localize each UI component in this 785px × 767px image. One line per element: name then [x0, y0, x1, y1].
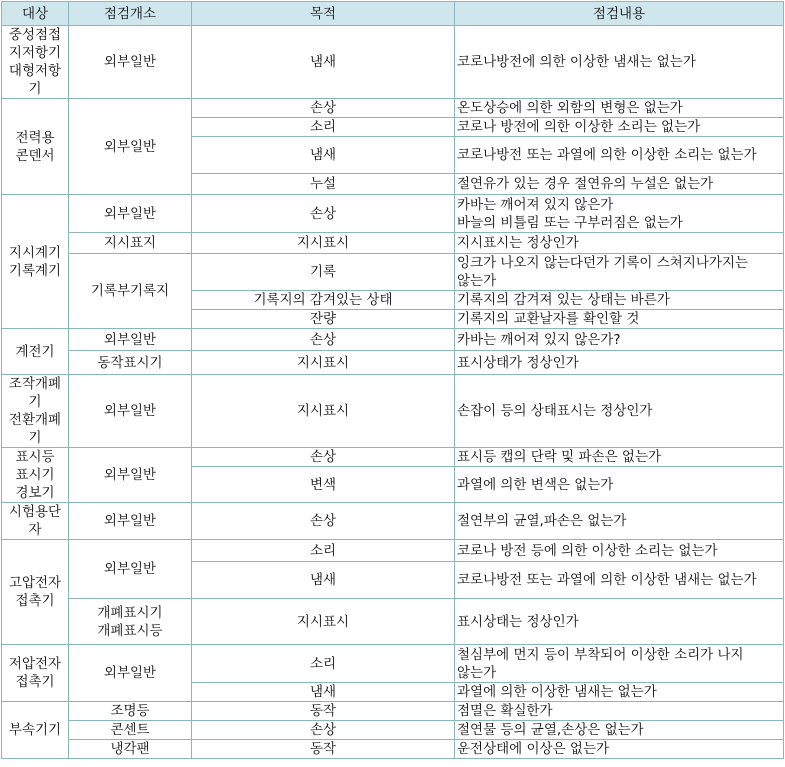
location-cell: 외부일반: [69, 448, 192, 503]
purpose-cell: 소리: [192, 118, 455, 137]
content-cell: 기록지의 감겨져 있는 상태는 바른가: [455, 291, 784, 310]
target-cell: 시험용단 자: [2, 503, 69, 540]
content-cell: 표시상태가 정상인가: [455, 351, 784, 375]
purpose-cell: 손상: [192, 721, 455, 740]
content-cell: 점멸은 확실한가: [455, 702, 784, 721]
content-cell: 잉크가 나오지 않는다던가 기록이 스쳐지나가지는 않는가: [455, 254, 784, 291]
table-row: [2, 233, 784, 254]
purpose-cell: 지시표시: [192, 375, 455, 448]
header-location: 점검개소: [69, 2, 192, 26]
target-cell: 지시계기 기록계기: [2, 195, 69, 329]
purpose-cell: 지시표시: [192, 599, 455, 645]
location-cell: 개폐표시기 개폐표시등: [69, 599, 192, 645]
target-cell: 고압전자 접촉기: [2, 540, 69, 645]
purpose-cell: 기록: [192, 254, 455, 291]
purpose-cell: 동작: [192, 740, 455, 759]
location-cell: 외부일반: [69, 375, 192, 448]
content-cell: 표시등 캡의 단락 및 파손은 없는가: [455, 448, 784, 467]
location-cell: 외부일반: [69, 540, 192, 599]
table-row: [2, 702, 784, 721]
content-cell: 지시표시는 정상인가: [455, 233, 784, 254]
content-cell: 표시상태는 정상인가: [455, 599, 784, 645]
table-row: [2, 351, 784, 375]
content-cell: 절연부의 균열,파손은 없는가: [455, 503, 784, 540]
purpose-cell: 손상: [192, 448, 455, 467]
purpose-cell: 손상: [192, 195, 455, 233]
purpose-cell: 냄새: [192, 562, 455, 599]
location-cell: 외부일반: [69, 195, 192, 233]
location-cell: 지시표지: [69, 233, 192, 254]
content-cell: 과열에 의한 이상한 냄새는 없는가: [455, 683, 784, 702]
target-cell: 표시등 표시기 경보기: [2, 448, 69, 503]
purpose-cell: 냄새: [192, 683, 455, 702]
location-cell: 외부일반: [69, 503, 192, 540]
header-row: [2, 2, 784, 26]
table-row: [2, 599, 784, 645]
header-target: 대상: [2, 2, 69, 26]
target-cell: 계전기: [2, 329, 69, 375]
content-cell: 카바는 깨어져 있지 않은가 바늘의 비틀림 또는 구부러짐은 없는가: [455, 195, 784, 233]
table-row: [2, 503, 784, 540]
content-cell: 절연물 등의 균열,손상은 없는가: [455, 721, 784, 740]
location-cell: 냉각팬: [69, 740, 192, 759]
content-cell: 기록지의 교환날자를 확인할 것: [455, 310, 784, 329]
target-cell: 부속기기: [2, 702, 69, 759]
purpose-cell: 소리: [192, 645, 455, 683]
target-cell: 조작개폐 기 전환개폐 기: [2, 375, 69, 448]
table-row: [2, 740, 784, 759]
purpose-cell: 소리: [192, 540, 455, 562]
target-cell: 중성점접 지저항기 대형저항 기: [2, 26, 69, 99]
table-row: [2, 540, 784, 562]
table-row: [2, 99, 784, 118]
table-row: [2, 375, 784, 448]
target-cell: 전력용 콘덴서: [2, 99, 69, 195]
content-cell: 코로나 방전에 의한 이상한 소리는 없는가: [455, 118, 784, 137]
location-cell: 기록부기록지: [69, 254, 192, 329]
purpose-cell: 누설: [192, 174, 455, 195]
content-cell: 손잡이 등의 상태표시는 정상인가: [455, 375, 784, 448]
purpose-cell: 잔량: [192, 310, 455, 329]
location-cell: 조명등: [69, 702, 192, 721]
purpose-cell: 손상: [192, 99, 455, 118]
location-cell: 외부일반: [69, 329, 192, 351]
purpose-cell: 기록지의 감겨있는 상태: [192, 291, 455, 310]
header-purpose: 목적: [192, 2, 455, 26]
inspection-table: [1, 1, 784, 759]
content-cell: 온도상승에 의한 외함의 변형은 없는가: [455, 99, 784, 118]
location-cell: 외부일반: [69, 99, 192, 195]
content-cell: 철심부에 먼지 등이 부착되어 이상한 소리가 나지 않는가: [455, 645, 784, 683]
content-cell: 코로나 방전 등에 의한 이상한 소리는 없는가: [455, 540, 784, 562]
content-cell: 카바는 깨어져 있지 않은가?: [455, 329, 784, 351]
location-cell: 외부일반: [69, 26, 192, 99]
content-cell: 코로나방전 또는 과열에 의한 이상한 냄새는 없는가: [455, 562, 784, 599]
purpose-cell: 냄새: [192, 137, 455, 174]
purpose-cell: 지시표시: [192, 233, 455, 254]
location-cell: 외부일반: [69, 645, 192, 702]
table-row: [2, 254, 784, 291]
target-cell: 저압전자 접촉기: [2, 645, 69, 702]
table-row: [2, 448, 784, 467]
table-row: [2, 721, 784, 740]
header-content: 점검내용: [455, 2, 784, 26]
purpose-cell: 냄새: [192, 26, 455, 99]
table-row: [2, 645, 784, 683]
location-cell: 콘센트: [69, 721, 192, 740]
table-row: [2, 195, 784, 233]
purpose-cell: 변색: [192, 467, 455, 503]
content-cell: 운전상태에 이상은 없는가: [455, 740, 784, 759]
content-cell: 절연유가 있는 경우 절연유의 누설은 없는가: [455, 174, 784, 195]
purpose-cell: 손상: [192, 503, 455, 540]
purpose-cell: 지시표시: [192, 351, 455, 375]
purpose-cell: 손상: [192, 329, 455, 351]
table-row: [2, 329, 784, 351]
table-row: [2, 26, 784, 99]
content-cell: 코로나방전 또는 과열에 의한 이상한 소리는 없는가: [455, 137, 784, 174]
content-cell: 과열에 의한 변색은 없는가: [455, 467, 784, 503]
content-cell: 코로나방전에 의한 이상한 냄새는 없는가: [455, 26, 784, 99]
purpose-cell: 동작: [192, 702, 455, 721]
location-cell: 동작표시기: [69, 351, 192, 375]
